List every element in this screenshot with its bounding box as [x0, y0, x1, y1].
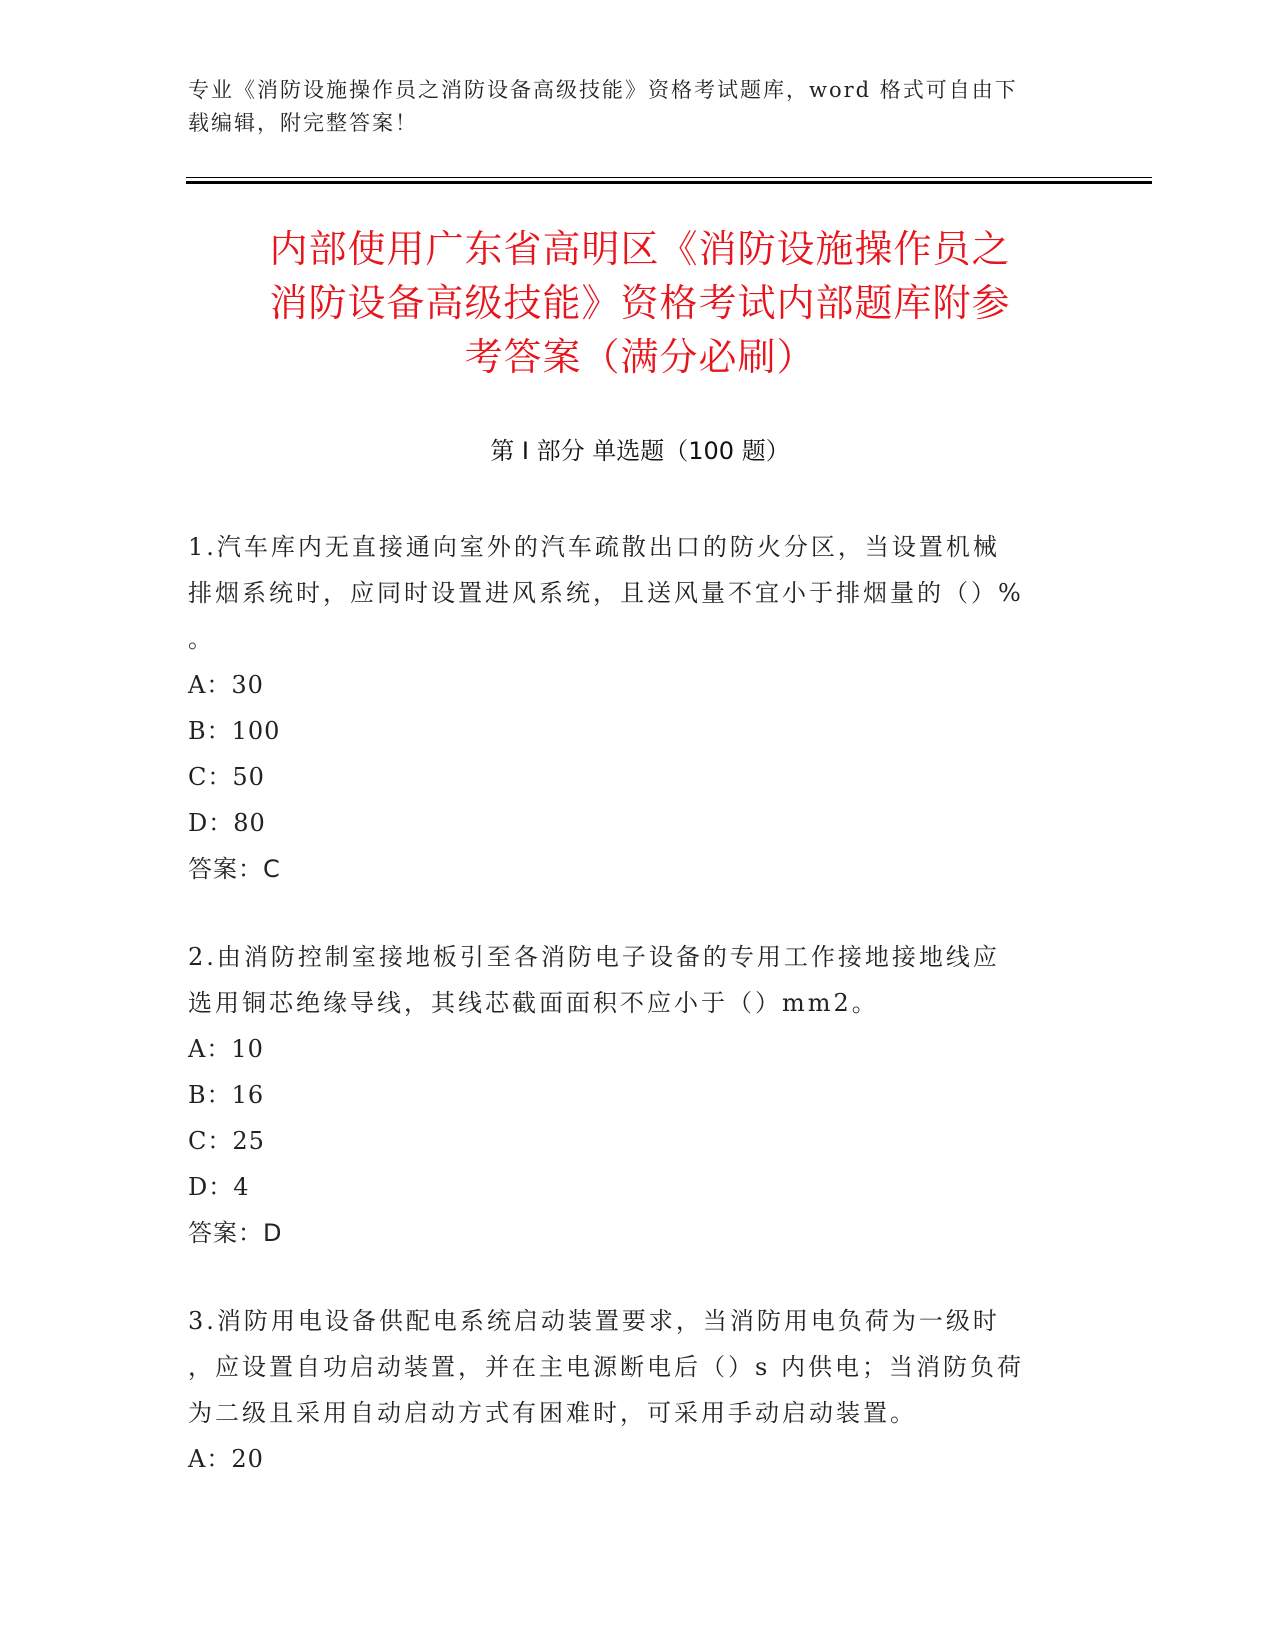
option-a: A：30 — [188, 671, 264, 699]
question-stem-line: 2.由消防控制室接地板引至各消防电子设备的专用工作接地接地线应 — [188, 943, 1000, 971]
document-title — [180, 222, 1100, 384]
header-note-line: 专业《消防设施操作员之消防设备高级技能》资格考试题库，word 格式可自由下 — [188, 78, 1018, 102]
question-1 — [188, 524, 1078, 892]
question-stem-line: 1.汽车库内无直接通向室外的汽车疏散出口的防火分区，当设置机械 — [188, 533, 1000, 561]
header-divider-thick — [186, 181, 1152, 184]
option-b: B：100 — [188, 717, 281, 745]
question-stem-line: 3.消防用电设备供配电系统启动装置要求，当消防用电负荷为一级时 — [188, 1307, 1000, 1335]
header-note — [188, 74, 1068, 140]
question-stem-line: 。 — [188, 625, 215, 653]
answer: 答案：C — [188, 855, 281, 883]
section-heading: 第 I 部分 单选题（100 题） — [490, 437, 790, 465]
question-stem-line: ，应设置自功启动装置，并在主电源断电后（）s 内供电；当消防负荷 — [188, 1353, 1024, 1381]
option-a: A：10 — [188, 1035, 264, 1063]
document-title-line: 考答案（满分必刷） — [464, 335, 816, 379]
question-stem-line: 选用铜芯绝缘导线，其线芯截面面积不应小于（）mm2。 — [188, 989, 879, 1017]
option-a: A：20 — [188, 1445, 264, 1473]
document-title-line: 内部使用广东省高明区《消防设施操作员之 — [269, 227, 1011, 271]
option-b: B：16 — [188, 1081, 265, 1109]
answer: 答案：D — [188, 1219, 283, 1247]
option-d: D：80 — [188, 809, 266, 837]
document-title-line: 消防设备高级技能》资格考试内部题库附参 — [269, 281, 1011, 325]
option-c: C：50 — [188, 763, 265, 791]
option-c: C：25 — [188, 1127, 265, 1155]
option-d: D：4 — [188, 1173, 250, 1201]
question-3 — [188, 1298, 1078, 1482]
header-divider-thin — [186, 177, 1152, 178]
question-stem-line: 为二级且采用自动启动方式有困难时，可采用手动启动装置。 — [188, 1399, 917, 1427]
header-note-line: 载编辑，附完整答案！ — [188, 111, 418, 135]
question-list — [188, 524, 1078, 1524]
question-2 — [188, 934, 1078, 1256]
question-stem-line: 排烟系统时，应同时设置进风系统，且送风量不宜小于排烟量的（）% — [188, 579, 1024, 607]
